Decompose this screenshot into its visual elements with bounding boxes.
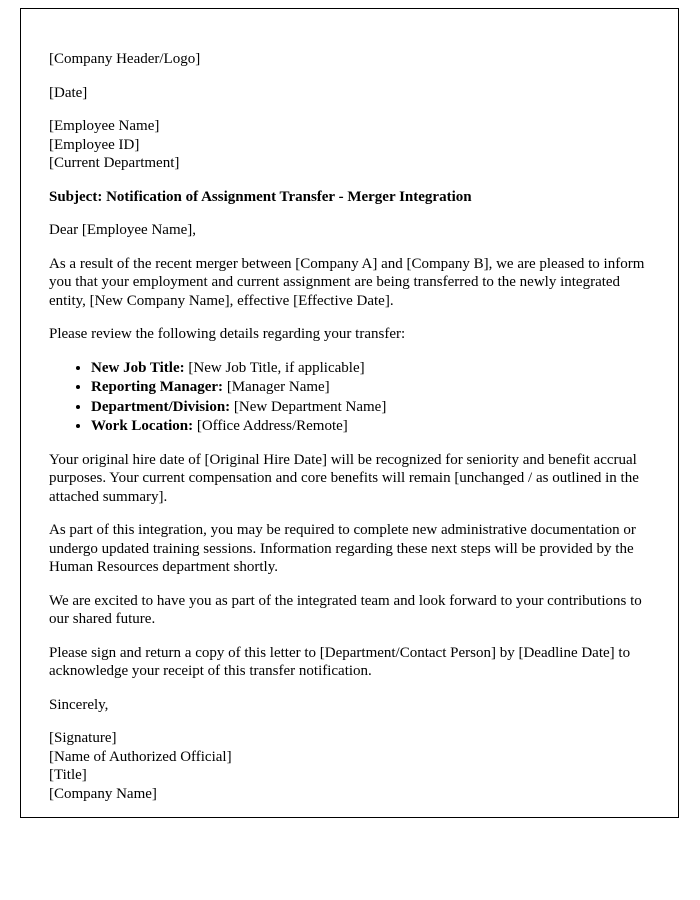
letter-sheet [20, 8, 679, 818]
bullet-label: Reporting Manager: [91, 379, 224, 395]
recipient-id: [Employee ID] [49, 136, 140, 153]
list-item [91, 359, 650, 378]
signature-placeholder: [Signature] [49, 730, 117, 746]
bullet-label: New Job Title: [91, 359, 185, 376]
recipient-block [49, 117, 650, 173]
list-item [91, 378, 650, 397]
company-name-placeholder: [Company Name] [49, 785, 157, 802]
signature-block [49, 729, 650, 803]
subject-line: Subject: Notification of Assignment Transfer - Merger Integration [49, 188, 472, 205]
paragraph-excited: We are excited to have you as part of the integrated team and look forward to your contributions to our shared future. [49, 592, 642, 627]
salutation: Dear [Employee Name], [49, 222, 197, 238]
bullet-value: [New Job Title, if applicable] [184, 359, 365, 376]
date-placeholder: [Date] [49, 84, 88, 101]
official-name-placeholder: [Name of Authorized Official] [49, 748, 232, 765]
transfer-details-list [49, 359, 650, 436]
list-item [91, 417, 650, 436]
paragraph-hire-date: Your original hire date of [Original Hire Date] will be recognized for seniority and benefit accrual purposes. Your current compensation and core benefits will remain [unchanged / as outlined in the attached summary]. [49, 451, 639, 505]
bullet-label: Department/Division: [91, 398, 231, 415]
recipient-name: [Employee Name] [49, 118, 160, 134]
paragraph-admin: As part of this integration, you may be required to complete new administrative documentation or undergo updated training sessions. Information regarding these next steps will be provided by the Human Resources department shortly. [49, 522, 636, 575]
title-placeholder: [Title] [49, 767, 87, 783]
closing: Sincerely, [49, 696, 109, 713]
bullet-label: Work Location: [91, 418, 194, 434]
recipient-department: [Current Department] [49, 155, 180, 171]
list-item [91, 398, 650, 417]
bullet-value: [Manager Name] [223, 379, 330, 395]
bullet-value: [New Department Name] [230, 398, 387, 415]
bullet-value: [Office Address/Remote] [193, 418, 348, 434]
company-header-placeholder: [Company Header/Logo] [49, 51, 201, 67]
paragraph-sign-return: Please sign and return a copy of this letter to [Department/Contact Person] by [Deadline Date] to acknowledge your receipt of this transfer notification. [49, 644, 631, 679]
paragraph-intro: As a result of the recent merger between [Company A] and [Company B], we are pleased to inform you that your employment and current assignment are being transferred to the newly integrated entity, [New Company Name], effective [Effective Date]. [49, 255, 645, 309]
paragraph-review: Please review the following details regarding your transfer: [49, 326, 406, 342]
